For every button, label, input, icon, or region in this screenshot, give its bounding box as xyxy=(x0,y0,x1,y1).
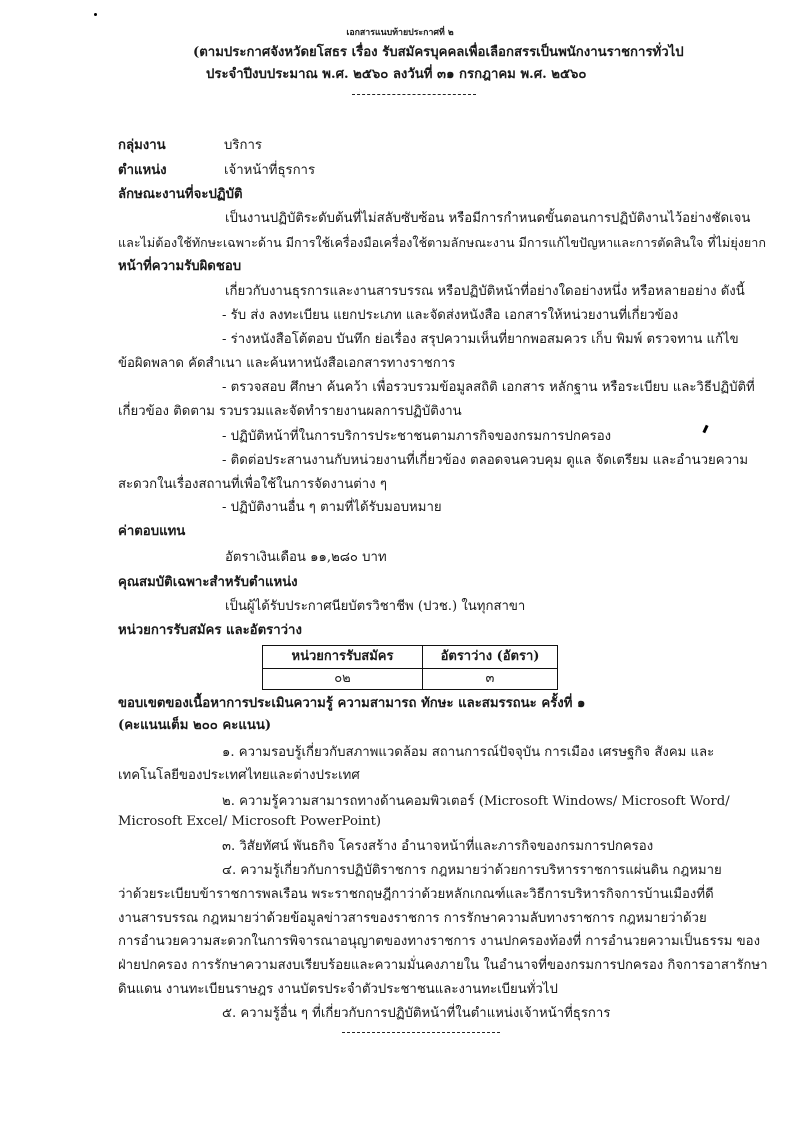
footer-divider xyxy=(342,1032,500,1033)
header-divider xyxy=(352,94,476,95)
scope-item: ๒. ความรู้ความสามารถทางด้านคอมพิวเตอร์ (Microsoft Windows/ Microsoft Word/ xyxy=(222,794,730,809)
scope-heading: ขอบเขตของเนื้อหาการประเมินความรู้ ความสามารถ ทักษะ และสมรรถนะ ครั้งที่ ๑ xyxy=(118,696,586,711)
duty-item-continued: สะดวกในเรื่องสถานที่เพื่อใช้ในการจัดงานต่าง ๆ xyxy=(118,477,387,492)
units-heading: หน่วยการรับสมัคร และอัตราว่าง xyxy=(118,623,302,638)
job-group-label: กลุ่มงาน xyxy=(118,138,166,153)
scope-item: ๕. ความรู้อื่น ๆ ที่เกี่ยวกับการปฏิบัติหน้าที่ในตำแหน่งเจ้าหน้าที่ธุรการ xyxy=(222,1006,611,1021)
scope-item-continued: งานสารบรรณ กฎหมายว่าด้วยข้อมูลข่าวสารของราชการ การรักษาความลับทางราชการ กฎหมายว่าด้วย xyxy=(118,911,707,926)
scope-score-note: (คะแนนเต็ม ๒๐๐ คะแนน) xyxy=(118,718,272,733)
scope-item-continued: Microsoft Excel/ Microsoft PowerPoint) xyxy=(118,814,382,829)
scope-item: ๑. ความรอบรู้เกี่ยวกับสภาพแวดล้อม สถานการณ์ปัจจุบัน การเมือง เศรษฐกิจ สังคม และ xyxy=(222,745,715,760)
duty-item: - ตรวจสอบ ศึกษา ค้นคว้า เพื่อรวบรวมข้อมูลสถิติ เอกสาร หลักฐาน หรือระเบียบ และวิธีปฏิบัติที่ xyxy=(222,380,755,395)
table-header-cell: อัตราว่าง (อัตรา) xyxy=(440,649,540,664)
duty-item-continued: ข้อผิดพลาด คัดสำเนา และค้นหาหนังสือเอกสารทางราชการ xyxy=(118,356,456,371)
table-cell-unit: ๐๒ xyxy=(263,668,423,690)
duty-item-continued: เกี่ยวข้อง ติดตาม รวบรวมและจัดทำรายงานผลการปฏิบัติงาน xyxy=(118,404,462,419)
compensation-heading: ค่าตอบแทน xyxy=(118,524,186,539)
scope-item-continued: ฝ่ายปกครอง การรักษาความสงบเรียบร้อยและความมั่นคงภายใน ในอำนาจที่ของกรมการปกครอง กิจการอาสารักษา xyxy=(118,958,768,973)
scope-item-continued: ว่าด้วยระเบียบข้าราชการพลเรือน พระราชกฤษฎีกาว่าด้วยหลักเกณฑ์และวิธีการบริหารกิจการบ้านเมืองที่ดี xyxy=(118,887,714,902)
characteristics-text: และไม่ต้องใช้ทักษะเฉพาะด้าน มีการใช้เครื่องมือเครื่องใช้ตามลักษณะงาน มีการแก้ไขปัญหาและการตัดสินใจ ที่ไม่ยุ่งยาก xyxy=(118,235,766,250)
job-group-value: บริการ xyxy=(224,138,262,153)
qualification-text: เป็นผู้ได้รับประกาศนียบัตรวิชาชีพ (ปวช.) ในทุกสาขา xyxy=(225,599,526,614)
duty-item: - ปฏิบัติหน้าที่ในการบริการประชาชนตามภารกิจของกรมการปกครอง xyxy=(222,429,612,444)
duty-item: - ติดต่อประสานงานกับหน่วยงานที่เกี่ยวข้อง ตลอดจนควบคุม ดูแล จัดเตรียม และอำนวยความ xyxy=(222,453,749,468)
table-cell-vacancies: ๓ xyxy=(485,671,495,686)
scope-item: ๓. วิสัยทัศน์ พันธกิจ โครงสร้าง อำนาจหน้าที่และภารกิจของกรมการปกครอง xyxy=(222,839,654,854)
scan-speck xyxy=(94,13,97,16)
scope-item-continued: ดินแดน งานทะเบียนราษฎร งานบัตรประจำตัวประชาชนและงานทะเบียนทั่วไป xyxy=(118,982,558,997)
position-label: ตำแหน่ง xyxy=(118,163,167,178)
table-header-cell: หน่วยการรับสมัคร xyxy=(263,646,423,668)
position-value: เจ้าหน้าที่ธุรการ xyxy=(224,163,316,178)
salary-text: อัตราเงินเดือน ๑๑,๒๘๐ บาท xyxy=(225,550,387,565)
table-header-row xyxy=(263,646,557,669)
duty-item: - รับ ส่ง ลงทะเบียน แยกประเภท และจัดส่งหนังสือ เอกสารให้หน่วยงานที่เกี่ยวข้อง xyxy=(222,308,679,323)
duty-item: - ปฏิบัติงานอื่น ๆ ตามที่ได้รับมอบหมาย xyxy=(222,500,442,515)
announcement-reference: (ตามประกาศจังหวัดยโสธร เรื่อง รับสมัครบุคคลเพื่อเลือกสรรเป็นพนักงานราชการทั่วไป xyxy=(193,45,684,60)
scope-item-continued: เทคโนโลยีของประเทศไทยและต่างประเทศ xyxy=(118,768,360,783)
duties-heading: หน้าที่ความรับผิดชอบ xyxy=(118,259,242,274)
fiscal-year-line: ประจำปีงบประมาณ พ.ศ. ๒๕๖๐ ลงวันที่ ๓๑ กรกฎาคม พ.ศ. ๒๕๖๐ xyxy=(206,67,587,82)
qualification-heading: คุณสมบัติเฉพาะสำหรับตำแหน่ง xyxy=(118,575,298,590)
table-row xyxy=(263,668,557,690)
scope-item-continued: การอำนวยความสะดวกในการพิจารณาอนุญาตของทางราชการ งานปกครองท้องที่ การอำนวยความเป็นธรรม ของ xyxy=(118,934,761,949)
vacancy-table xyxy=(262,645,558,690)
characteristics-text: เป็นงานปฏิบัติระดับต้นที่ไม่สลับซับซ้อน หรือมีการกำหนดขั้นตอนการปฏิบัติงานไว้อย่างชัดเจน xyxy=(225,211,751,226)
scan-speck xyxy=(702,425,708,434)
annex-title: เอกสารแนบท้ายประกาศที่ ๒ xyxy=(346,28,454,38)
characteristics-heading: ลักษณะงานที่จะปฏิบัติ xyxy=(118,187,243,202)
duty-item: - ร่างหนังสือโต้ตอบ บันทึก ย่อเรื่อง สรุปความเห็นที่ยากพอสมควร เก็บ พิมพ์ ตรวจทาน แก้ไข xyxy=(222,332,739,347)
scope-item: ๔. ความรู้เกี่ยวกับการปฏิบัติราชการ กฎหมายว่าด้วยการบริหารราชการแผ่นดิน กฎหมาย xyxy=(222,863,722,878)
duties-intro: เกี่ยวกับงานธุรการและงานสารบรรณ หรือปฏิบัติหน้าที่อย่างใดอย่างหนึ่ง หรือหลายอย่าง ดังนี้ xyxy=(225,284,745,299)
